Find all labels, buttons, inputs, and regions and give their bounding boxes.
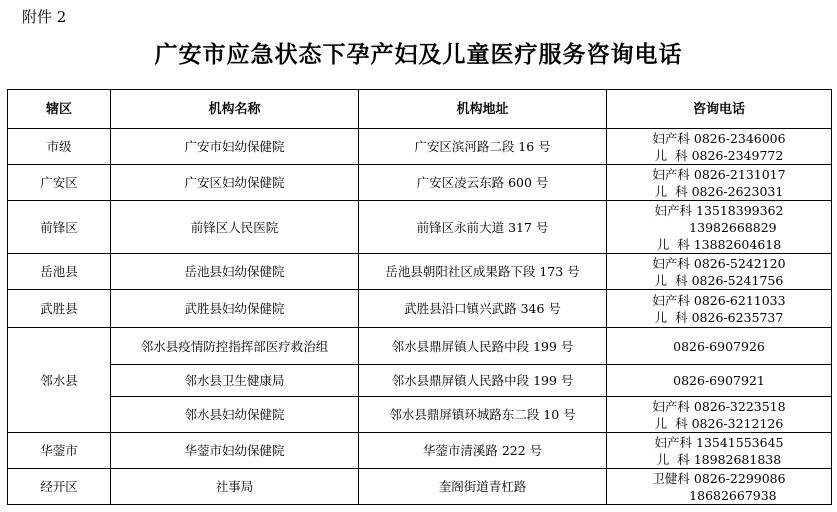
phone-line: 儿 科 0826-3212126 (654, 415, 784, 431)
district-cell: 岳池县 (8, 254, 111, 290)
phone-line: 妇产科 13541553645 (654, 434, 784, 450)
table-row (8, 129, 832, 165)
district-cell: 经开区 (8, 469, 111, 505)
contact-table (7, 89, 832, 505)
address-cell: 奎阁街道青杠路 (359, 469, 607, 505)
address-cell: 广安区滨河路二段 16 号 (359, 129, 607, 165)
phone-line: 儿 科 18982681838 (656, 451, 782, 467)
phone-line: 18682667938 (661, 487, 777, 503)
table-row (8, 165, 832, 201)
institution-name-cell: 广安区妇幼保健院 (111, 165, 359, 201)
institution-name-cell: 前锋区人民医院 (111, 201, 359, 254)
table-row (8, 254, 832, 290)
phone-line: 卫健科 0826-2299086 (652, 470, 786, 486)
table-row (8, 433, 832, 469)
table-row (8, 365, 832, 397)
phone-cell (607, 365, 832, 397)
phone-cell (607, 290, 832, 328)
phone-line: 儿 科 0826-2623031 (654, 183, 784, 199)
phone-cell (607, 201, 832, 254)
phone-line: 儿 科 0826-5241756 (654, 272, 784, 288)
header-phone: 咨询电话 (607, 90, 832, 129)
institution-name-cell: 广安市妇幼保健院 (111, 129, 359, 165)
institution-name-cell: 岳池县妇幼保健院 (111, 254, 359, 290)
address-cell: 邻水县鼎屏镇人民路中段 199 号 (359, 365, 607, 397)
table-header-row (8, 90, 832, 129)
phone-line: 0826-6907921 (673, 373, 765, 388)
phone-line: 妇产科 0826-6211033 (652, 292, 786, 308)
phone-cell (607, 433, 832, 469)
phone-line: 妇产科 0826-3223518 (652, 398, 786, 414)
phone-line: 0826-6907926 (673, 338, 765, 354)
phone-cell (607, 469, 832, 505)
address-cell: 广安区凌云东路 600 号 (359, 165, 607, 201)
page-title: 广安市应急状态下孕产妇及儿童医疗服务咨询电话 (154, 41, 683, 68)
phone-cell (607, 129, 832, 165)
institution-name-cell: 社事局 (111, 469, 359, 505)
district-cell: 华蓥市 (8, 433, 111, 469)
address-cell: 前锋区永前大道 317 号 (359, 201, 607, 254)
institution-name-cell: 武胜县妇幼保健院 (111, 290, 359, 328)
table-row (8, 201, 832, 254)
institution-name-cell: 邻水县疫情防控指挥部医疗救治组 (111, 328, 359, 365)
phone-cell (607, 254, 832, 290)
district-cell: 广安区 (8, 165, 111, 201)
table-row (8, 290, 832, 328)
header-district: 辖区 (8, 90, 111, 129)
table-row (8, 328, 832, 365)
district-cell: 市级 (8, 129, 111, 165)
phone-line: 儿 科 13882604618 (656, 236, 782, 252)
address-cell: 岳池县朝阳社区成果路下段 173 号 (359, 254, 607, 290)
institution-name-cell: 邻水县妇幼保健院 (111, 397, 359, 433)
address-cell: 武胜县沿口镇兴武路 346 号 (359, 290, 607, 328)
phone-cell (607, 328, 832, 365)
phone-line: 儿 科 0826-2349772 (654, 147, 784, 163)
district-cell: 邻水县 (8, 328, 111, 433)
address-cell: 邻水县鼎屏镇人民路中段 199 号 (359, 328, 607, 365)
phone-line: 13982668829 (661, 219, 777, 235)
header-name: 机构名称 (111, 90, 359, 129)
address-cell: 邻水县鼎屏镇环城路东二段 10 号 (359, 397, 607, 433)
table-row (8, 397, 832, 433)
institution-name-cell: 华蓥市妇幼保健院 (111, 433, 359, 469)
institution-name-cell: 邻水县卫生健康局 (111, 365, 359, 397)
table-row (8, 469, 832, 505)
phone-line: 妇产科 0826-5242120 (652, 255, 786, 271)
phone-cell (607, 165, 832, 201)
phone-cell (607, 397, 832, 433)
phone-line: 妇产科 0826-2346006 (652, 130, 786, 146)
phone-line: 妇产科 0826-2131017 (652, 166, 786, 182)
phone-line: 儿 科 0826-6235737 (654, 309, 784, 325)
address-cell: 华蓥市清溪路 222 号 (359, 433, 607, 469)
district-cell: 前锋区 (8, 201, 111, 254)
phone-line: 妇产科 13518399362 (654, 202, 784, 218)
district-cell: 武胜县 (8, 290, 111, 328)
attachment-label: 附件 2 (22, 8, 67, 26)
header-address: 机构地址 (359, 90, 607, 129)
